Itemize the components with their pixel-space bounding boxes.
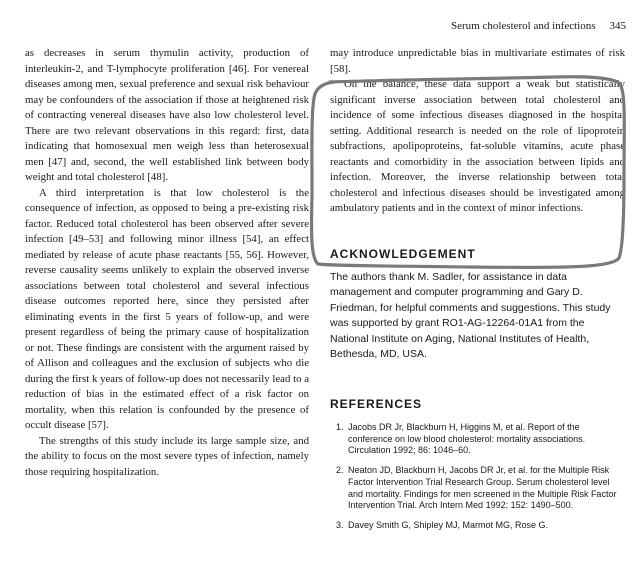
- reference-number: 3.: [336, 519, 344, 530]
- reference-text: Jacobs DR Jr, Blackburn H, Higgins M, et al. Report of the conference on low blood cholesterol: mortality associations. Circulation 1992; 86: 1046–60.: [348, 422, 586, 456]
- acknowledgement-heading: ACKNOWLEDGEMENT: [330, 246, 476, 261]
- acknowledgement-text: The authors thank M. Sadler, for assistance in data management and computer programming and Gary D. Friedman, for helpful comments and suggestions. This study was supported by grant RO1-AG-12264-01A1 from the National Institute on Aging, National Institutes of Health, Bethesda, MD, USA.: [330, 270, 611, 361]
- left-paragraph-1: as decreases in serum thymulin activity, production of interleukin-2, and T-lymphocyte proliferation [46]. For venereal diseases among men, sexual preference and sexual risk behaviour may be confounders of the association if those at heightened risk of contracting venereal diseases have also low cholesterol level. There are two relevant observations in this regard: first, data indicating that homosexual men weigh less than heterosexual men [47] and, second, the well established link between body weight and total cholesterol [48].: [25, 47, 309, 183]
- reference-list: [330, 422, 625, 532]
- reference-item: [330, 422, 625, 457]
- reference-number: 2.: [336, 465, 344, 476]
- right-paragraph-continued: may introduce unpredictable bias in multivariate estimates of risk [58].: [330, 47, 625, 75]
- right-column: [330, 46, 625, 540]
- references-heading: REFERENCES: [330, 397, 423, 412]
- left-paragraph-3: The strengths of this study include its large sample size, and the ability to focus on the most severe types of infection, namely those requiring hospitalization.: [25, 434, 309, 478]
- reference-text: Davey Smith G, Shipley MJ, Marmot MG, Rose G.: [348, 519, 549, 530]
- reference-text: Neaton JD, Blackburn H, Jacobs DR Jr, et al. for the Multiple Risk Factor Intervention Trial Research Group. Serum cholesterol level and mortality. Findings for men screened in the Multiple Risk Factor Intervention Trial. Arch Intern Med 1992; 152: 1490–500.: [348, 465, 617, 511]
- running-title: Serum cholesterol and infections: [451, 20, 596, 32]
- running-header: [330, 20, 626, 32]
- left-paragraph-2: A third interpretation is that low cholesterol is the consequence of infection, as opposed to being a pre-existing risk factor. Reduced total cholesterol has been observed after severe infection [49–53] and following minor illness [54], an effect mediated by release of acute phase reactants [55, 56]. However, reverse causality seems unlikely to explain the observed inverse associations between total cholesterol and several infectious disease outcomes reported here, since they persisted after eliminating events in the first 5 years of follow-up, and were present regardless of being the primary cause of hospitalization or not. These findings are consistent with the argument raised by of Allison and colleagues and the exclusion of subjects who die during the first k years of follow-up does not necessarily lead to a reduction of bias in the estimated effect of a risk factor on mortality, when this relation is confounded by the presence of occult disease [57].: [25, 186, 309, 431]
- reference-item: [330, 520, 625, 532]
- left-column: [25, 46, 309, 480]
- page-number: 345: [609, 20, 626, 32]
- reference-number: 1.: [336, 422, 344, 433]
- reference-item: [330, 465, 625, 512]
- conclusion-paragraph: On the balance, these data support a weak but statistically significant inverse association between total cholesterol and incidence of some infectious diseases diagnosed in the hospital setting. Additional research is needed on the role of lipoprotein subfractions, apolipoproteins, fat-soluble vitamins, acute phase reactants and comorbidity in the association between lipids and infection. Moreover, the inverse relationship between total cholesterol and infectious diseases should be investigated among ambulatory patients and in the context of minor infections.: [330, 78, 625, 214]
